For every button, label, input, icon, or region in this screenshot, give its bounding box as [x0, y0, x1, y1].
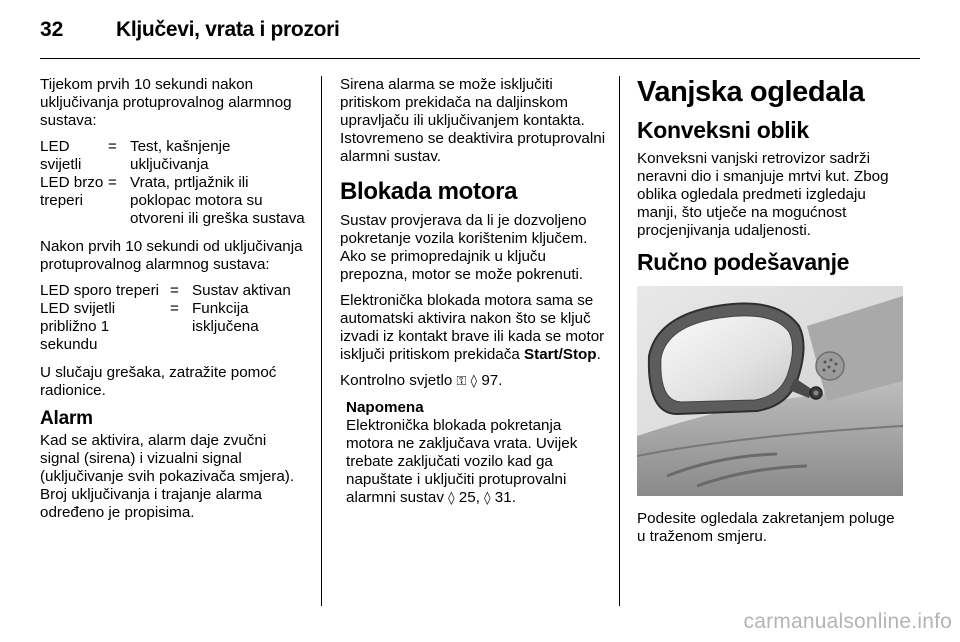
- chapter-title: Ključevi, vrata i prozori: [116, 18, 340, 41]
- header-rule: [40, 58, 920, 59]
- page-ref-arrow-icon: ◊: [470, 374, 478, 389]
- note-text: Elektronička blokada pokretanja motora ne zaključava vrata. Uvijek trebate zaključati vozilo kad ga napuštate i uključiti protuprovalni alarmni sustav ◊ 25, ◊ 31.: [346, 417, 578, 506]
- led-meaning: Vrata, prtljažnik ili poklopac motora su otvoreni ili greška sustava: [130, 174, 305, 227]
- page-ref-arrow-icon: ◊: [448, 491, 455, 506]
- led-meaning: Sustav aktivan: [192, 282, 291, 299]
- page-ref-link[interactable]: 25,: [454, 489, 485, 506]
- control-light-ref: Kontrolno svjetlo ⚿ ◊ 97.: [340, 372, 503, 389]
- led-meaning: Funkcija isključena: [192, 300, 259, 335]
- led-table-first: [40, 138, 308, 228]
- immobiliser-text-1: Sustav provjerava da li je dozvoljeno pokretanje vozila korištenim ključem. Ako se primopredajnik u ključu prepozna, motor se može pokrenuti.: [340, 212, 588, 283]
- immobiliser-heading: Blokada motora: [340, 178, 518, 205]
- start-stop-label: Start/Stop: [524, 346, 597, 363]
- page-ref-link[interactable]: 97.: [477, 372, 503, 389]
- page-header: [40, 18, 340, 48]
- mirror-illustration: [637, 286, 903, 496]
- convex-text: Konveksni vanjski retrovizor sadrži neravni dio i smanjuje mrtvi kut. Zbog oblika ogledala predmeti izgledaju manji, što utječe na mogućnost procjenjivanja udaljenosti.: [637, 150, 889, 239]
- led-state: LED sporo treperi: [40, 282, 160, 299]
- column-3: [637, 76, 903, 554]
- led-state: LED brzo treperi: [40, 174, 104, 209]
- siren-text: Sirena alarma se može isključiti pritiskom prekidača na daljinskom upravljaču ili uključivanjem kontakta. Istovremeno se deaktivira protuprovalni alarmni sustav.: [340, 76, 606, 165]
- page-ref-link[interactable]: 31.: [490, 489, 516, 506]
- equals-sign: =: [108, 138, 117, 155]
- immobiliser-warning-icon: ⚿: [456, 374, 467, 389]
- page-number: 32: [40, 18, 64, 41]
- equals-sign: =: [108, 174, 117, 191]
- watermark: carmanualsonline.info: [743, 610, 952, 633]
- alarm-heading: Alarm: [40, 408, 93, 429]
- immobiliser-text-2: Elektronička blokada motora sama se automatski aktivira nakon što se ključ izvadi iz kontakt brave ili kada se motor isključi pritiskom prekidača Start/Stop.: [340, 292, 605, 363]
- intro-after-10s: Nakon prvih 10 sekundi od uključivanja protuprovalnog alarmnog sustava:: [40, 238, 303, 273]
- side-mirror-image: [637, 286, 903, 496]
- page-ref-arrow-icon: ◊: [484, 491, 491, 506]
- column-divider-1: [321, 76, 322, 606]
- column-divider-2: [619, 76, 620, 606]
- convex-heading: Konveksni oblik: [637, 117, 809, 143]
- mirrors-heading: Vanjska ogledala: [637, 76, 865, 108]
- led-table-after: [40, 282, 308, 354]
- column-1: [40, 76, 308, 530]
- intro-first-10s: Tijekom prvih 10 sekundi nakon uključivanja protuprovalnog alarmnog sustava:: [40, 76, 292, 129]
- faults-text: U slučaju grešaka, zatražite pomoć radionice.: [40, 364, 277, 399]
- led-state: LED svijetli približno 1 sekundu: [40, 300, 116, 353]
- equals-sign: =: [170, 282, 179, 299]
- led-state: LED svijetli: [40, 138, 82, 173]
- led-meaning: Test, kašnjenje uključivanja: [130, 138, 231, 173]
- manual-adjust-text: Podesite ogledala zakretanjem poluge u traženom smjeru.: [637, 510, 895, 545]
- equals-sign: =: [170, 300, 179, 317]
- note-title: Napomena: [346, 399, 424, 416]
- note-box: [340, 399, 606, 508]
- column-2: [340, 76, 606, 516]
- alarm-text: Kad se aktivira, alarm daje zvučni signal (sirena) i vizualni signal (uključivanje svih pokazivača smjera). Broj uključivanja i trajanje alarma određeno je propisima.: [40, 432, 295, 521]
- manual-adjust-heading: Ručno podešavanje: [637, 249, 850, 275]
